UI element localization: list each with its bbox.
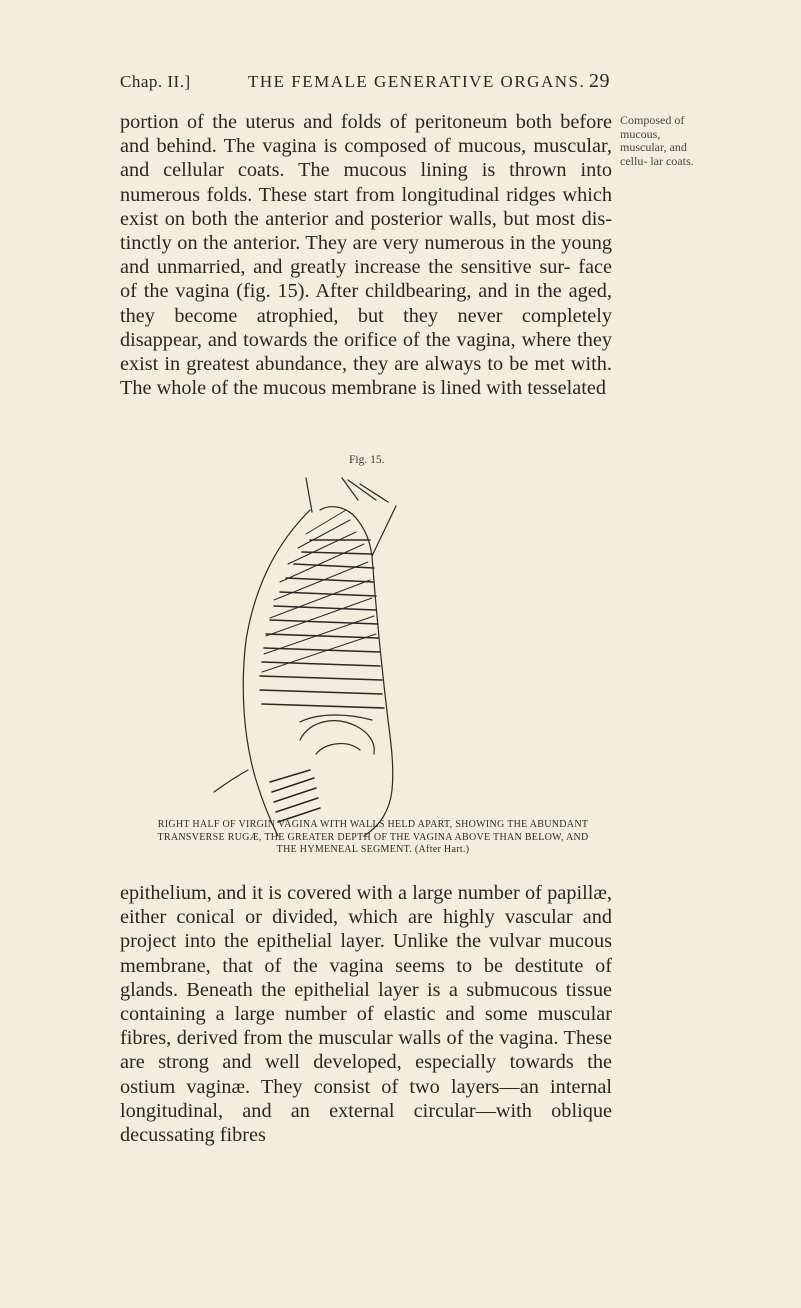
- hymeneal-opening: [300, 721, 374, 754]
- pointer-line: [306, 478, 312, 512]
- margin-note: Composed of mucous, muscular, and cellu- lar coats.: [620, 113, 694, 168]
- paragraph-bottom: epithelium, and it is covered with a large number of papillæ, either conical or divided, which are highly vascular and project into the epithelial layer. Unlike the vulvar mucous membrane, that of the vagina seems to be destitute of glands. Beneath the epithelial layer is a submucous tissue containing a large number of elastic and some muscular fibres, derived from the muscular walls of the vagina. These are strong and well developed, especially towards the ostium vaginæ. They consist of two layers—an internal longitudinal, and an external circular—with oblique decussating fibres: [120, 882, 612, 1147]
- upper-fold-outline: [320, 507, 372, 556]
- lower-pointer: [214, 770, 248, 792]
- right-wall-outline: [364, 556, 393, 836]
- running-title: THE FEMALE GENERATIVE ORGANS.: [248, 72, 586, 91]
- figure-caption: RIGHT HALF OF VIRGIN VAGINA WITH WALLS HELD APART, SHOWING THE ABUNDANT TRANSVERSE RUGÆ, THE GREATER DEPTH OF THE VAGINA ABOVE THAN BELOW, AND THE HYMENEAL SEGMENT. (After Hart.): [157, 819, 589, 856]
- running-head: [120, 72, 610, 96]
- figure-illustration: [160, 470, 580, 860]
- pointer-line: [348, 480, 376, 500]
- page-number: 29: [589, 70, 610, 92]
- paragraph-top: portion of the uterus and folds of peritoneum both before and behind. The vagina is composed of mucous, muscular, and cellular coats. The mucous lining is thrown into numerous folds. These start from longitudinal ridges which exist on both the anterior and posterior walls, but most dis- tinctly on the anterior. They are very numerous in the young and unmarried, and greatly increase the sensitive sur- face of the vagina (fig. 15). After childbearing, and in the aged, they become atrophied, but they never completely disappear, and towards the orifice of the vagina, where they exist in greatest abundance, they are always to be met with. The whole of the mucous membrane is lined with tesselated: [120, 111, 612, 400]
- figure-label: Fig. 15.: [349, 454, 385, 466]
- chapter-label: Chap. II.]: [120, 72, 191, 91]
- hymeneal-opening-inner: [316, 744, 360, 754]
- pointer-line: [372, 506, 396, 556]
